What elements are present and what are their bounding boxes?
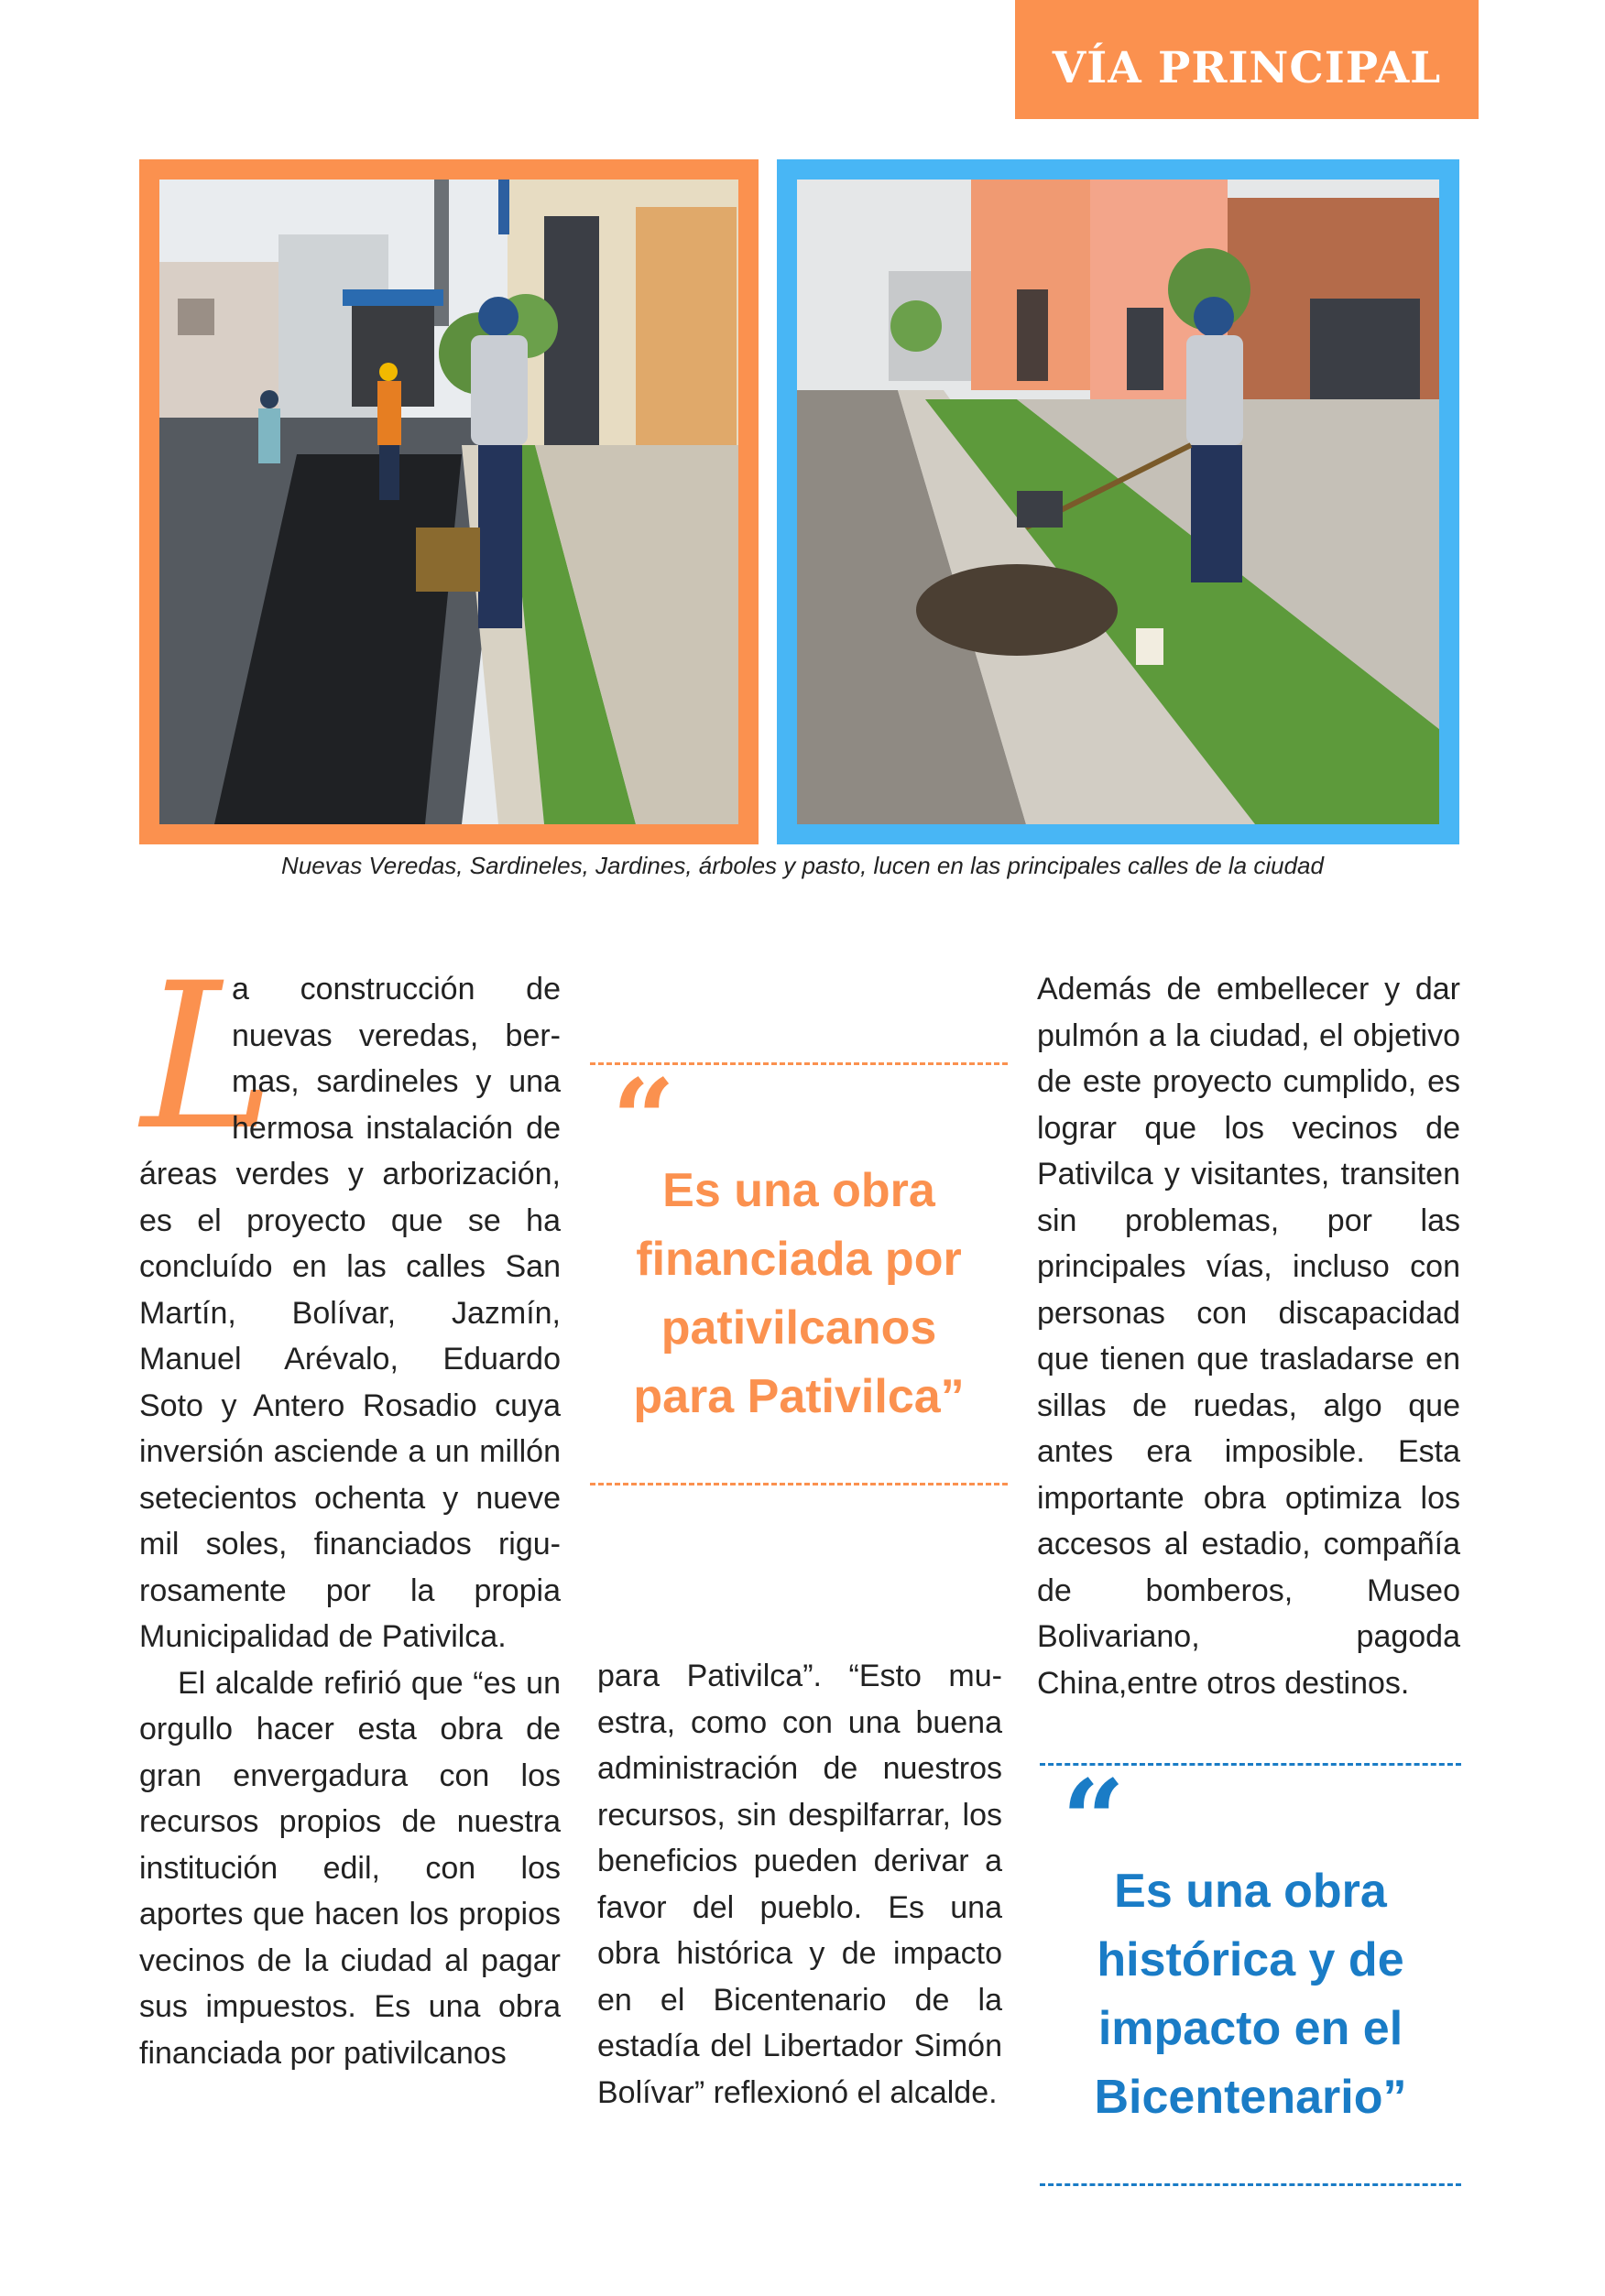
- article-column-3: [1037, 966, 1460, 1706]
- quote-line: impacto en el: [1097, 2002, 1403, 2055]
- quote-line: Bicentenario”: [1094, 2071, 1407, 2124]
- section-title: VÍA PRINCIPAL: [1052, 42, 1442, 93]
- quote-rule-bottom: [1040, 2183, 1461, 2186]
- article-paragraph-2: El alcalde refirió que “es un orgullo hacer esta obra de gran envergadura con los recursos propios de nuestra institución edil, con los aportes que hacen los propios vecinos de la ciudad al pagar sus impuestos. Es una obra financiada por pativilcanos: [139, 1665, 561, 2071]
- drop-cap-letter: L: [141, 940, 276, 1174]
- paving-photo: [159, 180, 738, 824]
- article-paragraph-1: a construcción de nuevas veredas, bermas, sardineles y una hermosa instalación de áreas verdes y arborización, es el proyecto que se ha concluído en las calles San Martín, Bolívar, Jazmín, Manuel Arévalo, Eduardo Soto y Antero Rosadio cuya inversión asciende a un millón setecientos ochenta y nueve mil soles, financiados rigurosamente por la propia Municipalidad de Pativilca.: [139, 972, 561, 1654]
- quote-line: histórica y de: [1097, 1933, 1404, 1986]
- quote-line: Es una obra: [662, 1164, 935, 1217]
- quote-line: pativilcanos: [661, 1301, 937, 1355]
- pull-quote-blue: [1040, 1756, 1461, 2186]
- quote-line: financiada por: [636, 1233, 962, 1286]
- photo-frame-right: [777, 159, 1459, 844]
- article-paragraph-4: Además de embellecer y dar pulmón a la ciudad, el objetivo de este proyecto cumplido, es lograr que los vecinos de Pativilca y visitantes, transiten sin problemas, por las principales vías, incluso con personas con discapacidad que tienen que trasladarse en sillas de ruedas, algo que antes era imposible. Esta importante obra optimiza los accesos al estadio, compañía de bomberos, Museo Bolivariano, pagoda China,entre otros destinos.: [1037, 972, 1460, 1701]
- section-tab: [1015, 0, 1479, 119]
- quote-line: Es una obra: [1114, 1865, 1387, 1918]
- drop-cap: [139, 940, 276, 1174]
- planting-photo: [797, 180, 1439, 824]
- photo-frame-left: [139, 159, 759, 844]
- quote-line: para Pativilca”: [633, 1370, 965, 1423]
- photo-caption: Nuevas Veredas, Sardineles, Jardines, árboles y pasto, lucen en las principales calles de la ciudad: [281, 852, 1324, 879]
- quote-mark-icon: “: [1062, 1756, 1126, 1885]
- article-paragraph-3: para Pativilca”. “Esto muestra, como con una buena administración de nuestros recursos, sin despilfarrar, los beneficios pueden derivar a favor del pueblo. Es una obra histórica y de impacto en el Bicentenario de la estadía del Libertador Simón Bolívar” reflexionó el alcalde.: [597, 1659, 1002, 2110]
- article-column-1: [139, 940, 561, 2076]
- quote-rule-bottom: [590, 1483, 1008, 1485]
- pull-quote-orange: [590, 1055, 1008, 1485]
- article-column-2: [597, 1653, 1002, 2116]
- quote-mark-icon: “: [612, 1055, 676, 1184]
